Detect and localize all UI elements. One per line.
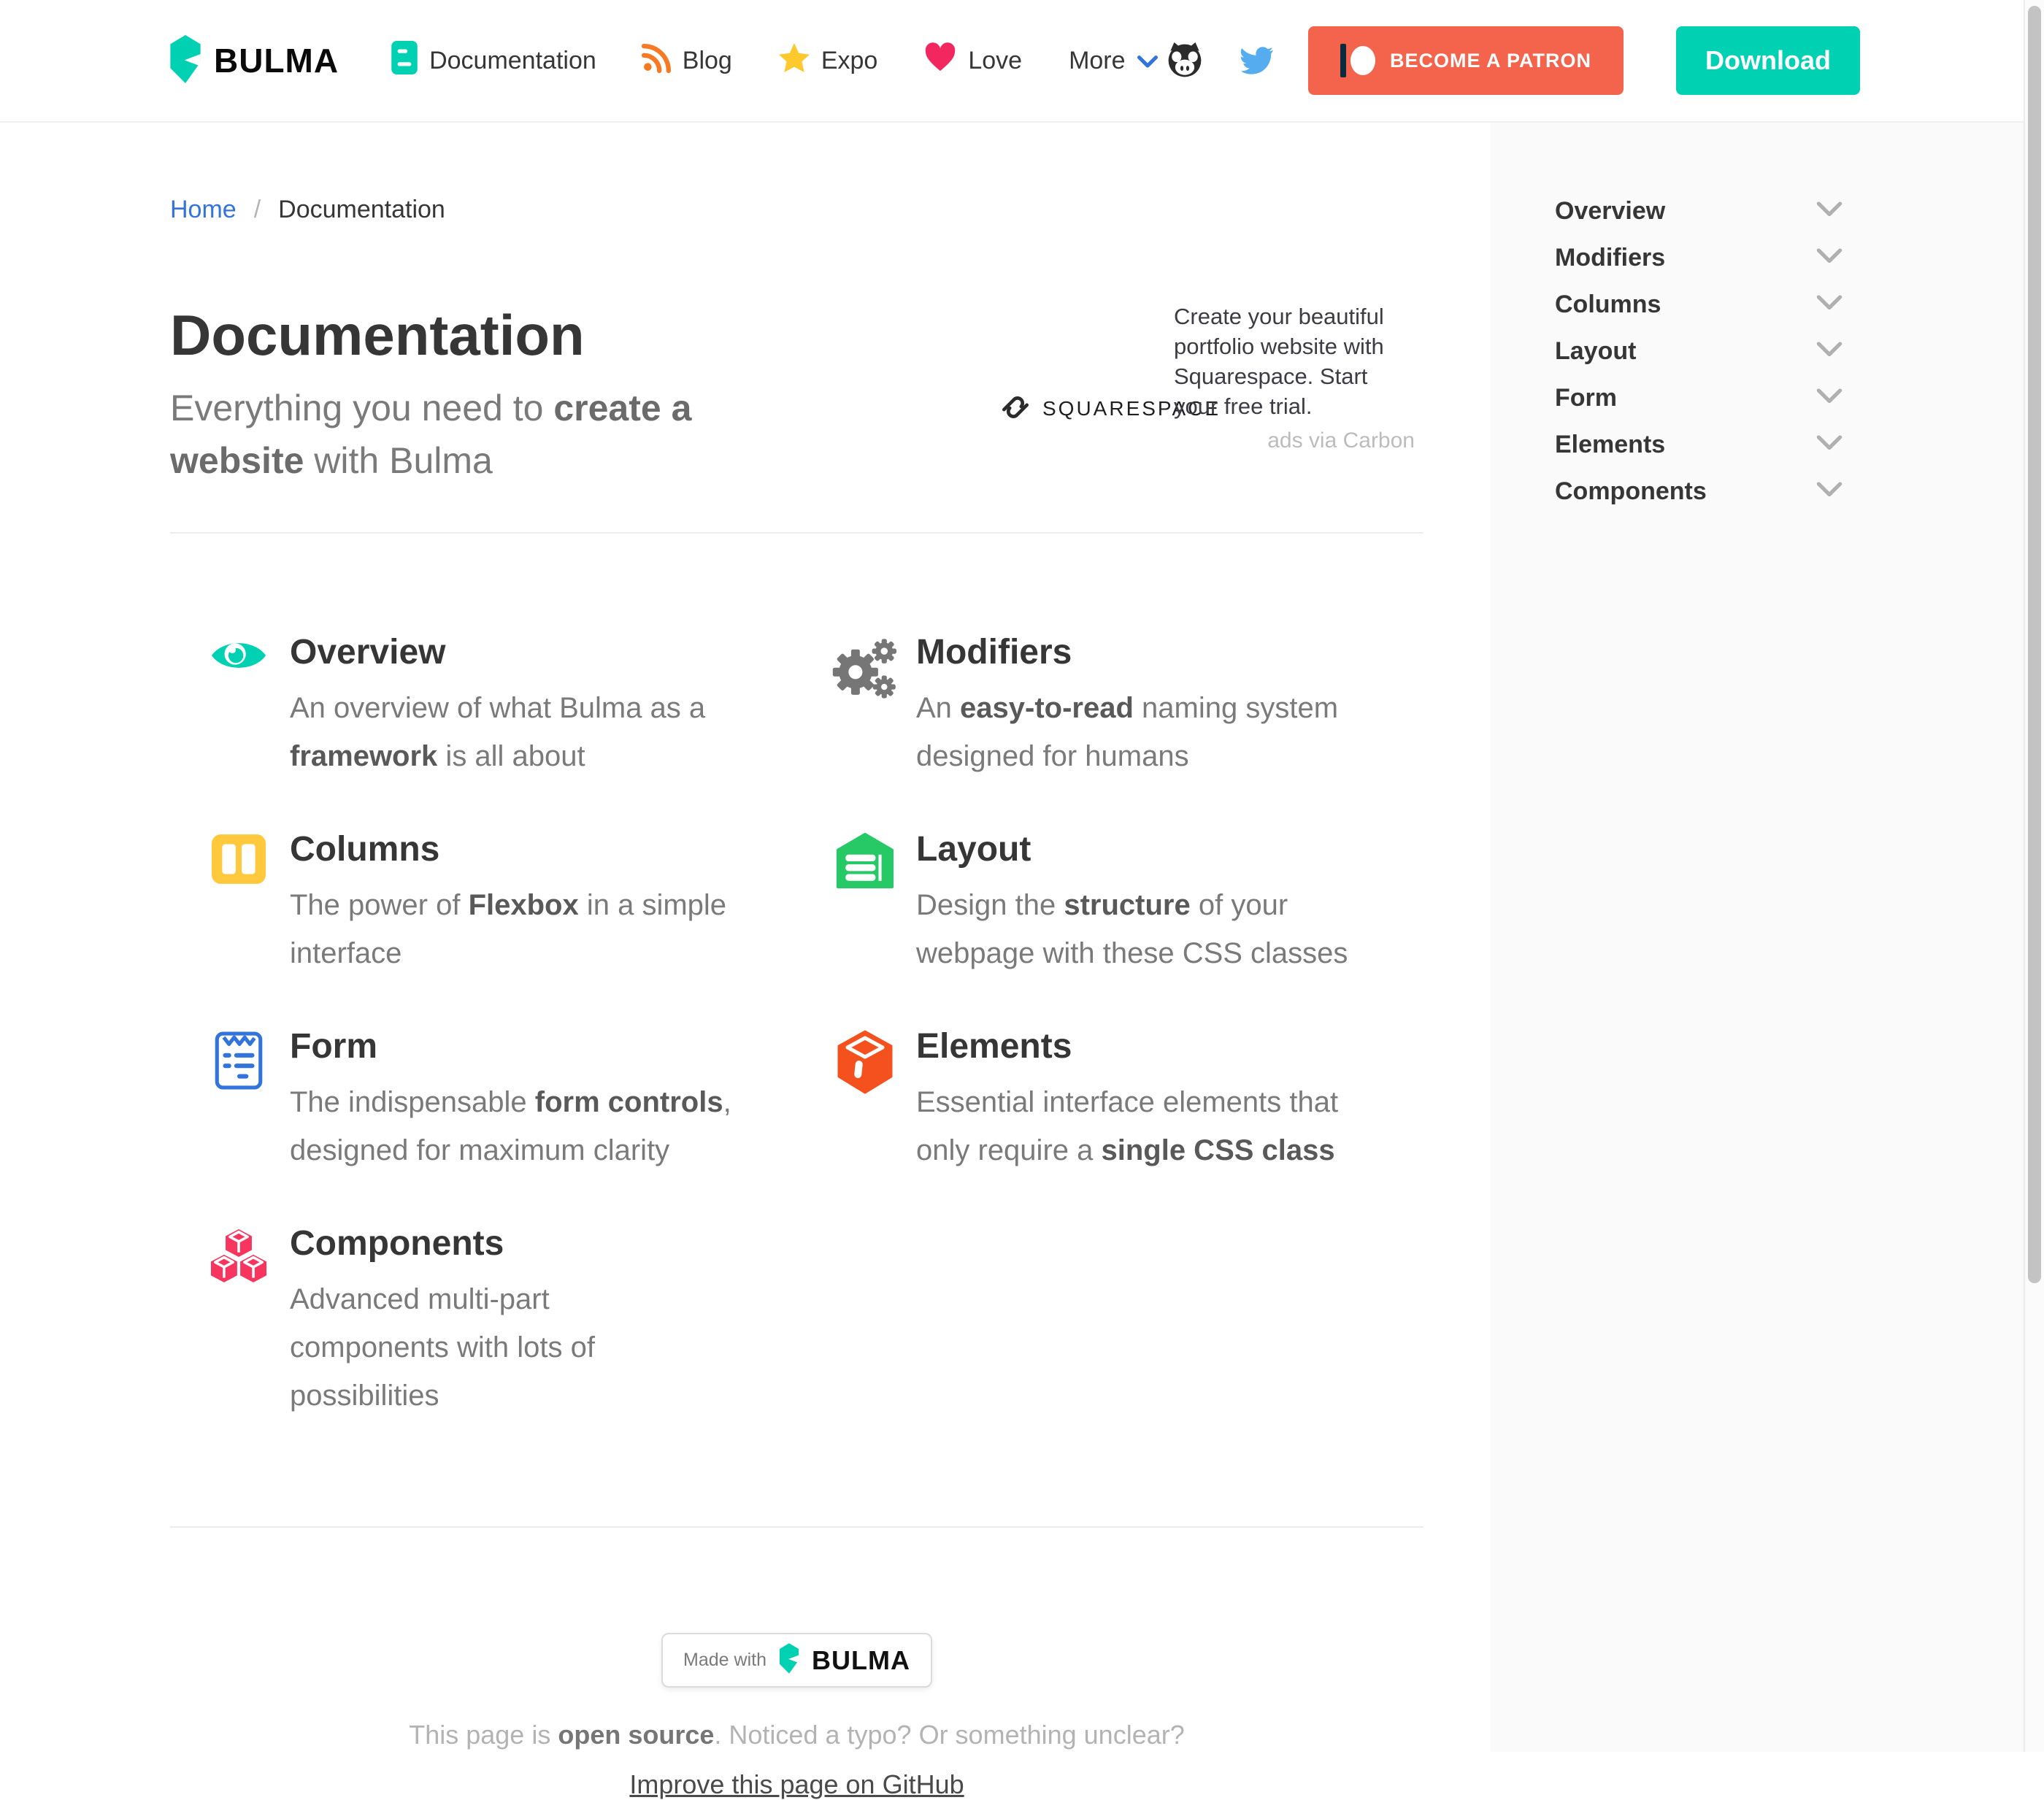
card-overview[interactable] — [210, 631, 836, 780]
nav-item-expo[interactable] — [779, 43, 878, 79]
become-patron-button[interactable] — [1308, 26, 1624, 95]
chevron-down-icon[interactable] — [1816, 342, 1843, 361]
download-button[interactable]: Download — [1676, 26, 1860, 95]
patron-label: BECOME A PATRON — [1390, 49, 1592, 72]
card-description: Advanced multi-part components with lots of possibilities — [290, 1283, 595, 1412]
card-description: An overview of what Bulma as a framework is all about — [290, 692, 706, 772]
card-columns[interactable] — [210, 828, 836, 977]
sidebar-item-components[interactable] — [1524, 468, 1853, 515]
form-icon — [210, 1026, 268, 1084]
star-icon — [779, 43, 810, 79]
chevron-down-icon[interactable] — [1816, 435, 1843, 455]
card-title: Elements — [916, 1027, 1072, 1066]
eye-icon — [210, 631, 268, 690]
breadcrumb-home-link[interactable]: Home — [170, 196, 237, 223]
page-footer — [170, 1633, 1424, 1800]
card-description: An easy-to-read naming system designed for humans — [916, 692, 1339, 772]
sidebar-item-elements[interactable] — [1524, 421, 1853, 468]
sidebar-item-columns[interactable] — [1524, 281, 1853, 328]
nav-right — [1165, 26, 1860, 95]
card-description: Design the structure of your webpage with these CSS classes — [916, 889, 1348, 969]
divider — [170, 1526, 1424, 1528]
heart-icon — [924, 43, 956, 79]
nav-item-more[interactable] — [1069, 47, 1157, 75]
main-content — [0, 123, 1491, 1799]
chevron-down-icon[interactable] — [1816, 295, 1843, 315]
card-title: Columns — [290, 830, 440, 869]
chevron-down-icon[interactable] — [1816, 248, 1843, 268]
made-with-bulma-badge[interactable] — [661, 1633, 932, 1688]
nav-label: Blog — [682, 46, 732, 74]
nav-item-documentation[interactable] — [391, 41, 596, 81]
sidebar-item-form[interactable] — [1524, 374, 1853, 421]
bulma-logo[interactable] — [170, 35, 339, 87]
doc-sections-grid — [210, 631, 1424, 1420]
chevron-down-icon — [1137, 47, 1158, 75]
nav-items — [391, 41, 1157, 81]
card-form[interactable] — [210, 1026, 836, 1174]
card-modifiers[interactable] — [836, 631, 1424, 780]
open-source-note: This page is open source. Noticed a typo? Or something unclear? — [409, 1720, 1185, 1750]
nav-label: More — [1069, 46, 1126, 74]
gears-icon — [836, 631, 894, 690]
sidebar-item-label: Modifiers — [1555, 243, 1666, 272]
nav-label: Love — [968, 46, 1023, 74]
breadcrumb-separator: / — [253, 196, 261, 223]
card-title: Layout — [916, 830, 1031, 869]
improve-page-github-link[interactable]: Improve this page on GitHub — [629, 1769, 964, 1799]
sidebar-item-label: Overview — [1555, 196, 1666, 225]
nav-label: Documentation — [429, 46, 596, 74]
nav-item-blog[interactable] — [643, 44, 732, 78]
sidebar-item-overview[interactable] — [1524, 188, 1853, 234]
card-layout[interactable] — [836, 828, 1424, 977]
card-title: Form — [290, 1027, 377, 1066]
badge-brand: BULMA — [811, 1645, 910, 1675]
carbon-ad[interactable] — [999, 301, 1424, 453]
cube-icon — [836, 1026, 894, 1084]
sidebar-item-layout[interactable] — [1524, 328, 1853, 374]
card-title: Modifiers — [916, 633, 1072, 672]
card-description: Essential interface elements that only require a single CSS class — [916, 1086, 1339, 1166]
sidebar-menu — [1491, 123, 2044, 1752]
sidebar-item-modifiers[interactable] — [1524, 234, 1853, 281]
sidebar-item-label: Form — [1555, 383, 1617, 412]
scrollbar[interactable] — [2024, 0, 2044, 1752]
rss-icon — [643, 44, 671, 78]
sidebar-item-label: Layout — [1555, 336, 1637, 365]
card-description: The indispensable form controls, designed for maximum clarity — [290, 1086, 731, 1166]
breadcrumb — [170, 196, 1424, 224]
card-components[interactable] — [210, 1223, 836, 1420]
navbar — [0, 0, 2044, 123]
sidebar-item-label: Components — [1555, 477, 1707, 505]
card-description: The power of Flexbox in a simple interface — [290, 889, 727, 969]
ad-text[interactable]: Create your beautiful portfolio website with Squarespace. Start your free trial. — [1174, 304, 1384, 419]
layout-icon — [836, 828, 894, 887]
nav-item-love[interactable] — [924, 43, 1022, 79]
book-icon — [391, 41, 418, 81]
nav-label: Expo — [821, 46, 878, 74]
twitter-icon[interactable] — [1237, 44, 1276, 77]
ad-attribution[interactable]: ads via Carbon — [1267, 428, 1415, 453]
made-with-label: Made with — [683, 1650, 766, 1670]
github-icon[interactable] — [1165, 42, 1204, 79]
sidebar-item-label: Elements — [1555, 430, 1666, 458]
page-title: Documentation — [170, 303, 585, 367]
brand-name: BULMA — [214, 42, 339, 80]
squarespace-logo — [999, 364, 1221, 453]
patreon-icon — [1340, 44, 1375, 77]
bulma-gem-icon — [170, 35, 201, 87]
card-elements[interactable] — [836, 1026, 1424, 1174]
squarespace-mark-icon — [999, 391, 1032, 428]
sidebar-item-label: Columns — [1555, 290, 1661, 318]
breadcrumb-current: Documentation — [278, 196, 445, 223]
bulma-gem-icon — [780, 1643, 799, 1677]
card-title: Components — [290, 1224, 504, 1263]
cubes-icon — [210, 1223, 268, 1281]
chevron-down-icon[interactable] — [1816, 388, 1843, 408]
chevron-down-icon[interactable] — [1816, 201, 1843, 221]
scrollbar-thumb[interactable] — [2028, 6, 2041, 1283]
page-header — [170, 301, 1424, 487]
card-title: Overview — [290, 633, 446, 672]
page-subtitle: Everything you need to create a website with Bulma — [170, 388, 692, 481]
chevron-down-icon[interactable] — [1816, 482, 1843, 501]
divider — [170, 532, 1424, 534]
columns-icon — [210, 828, 268, 887]
squarespace-name: SQUARESPACE — [1042, 397, 1221, 420]
